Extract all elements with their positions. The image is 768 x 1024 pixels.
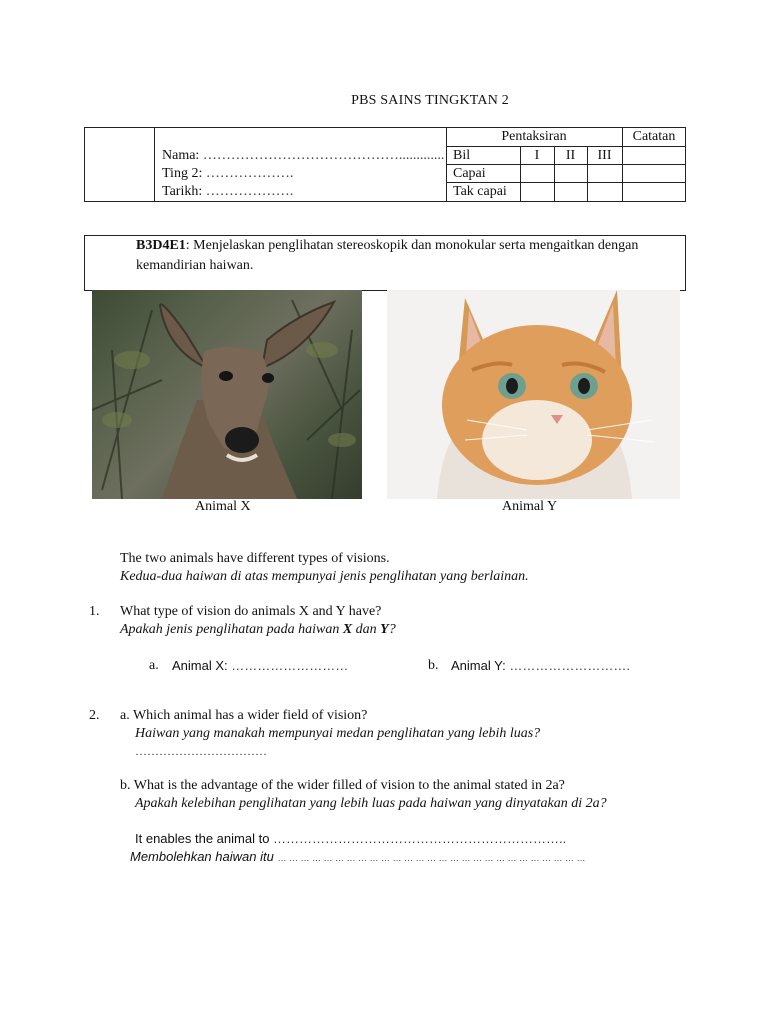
q2b-english-blank[interactable]: ………………………………………………………….. — [273, 831, 567, 846]
intro-malay: Kedua-dua haiwan di atas mempunyai jenis penglihatan yang berlainan. — [120, 569, 529, 584]
q1-malay — [120, 621, 396, 639]
intro-english: The two animals have different types of visions. — [120, 551, 390, 566]
objective-text: : Menjelaskan penglihatan stereoskopik dan monokular serta mengaitkan dengan kemandirian haiwan. — [136, 238, 639, 273]
deer-illustration — [92, 290, 362, 499]
q1-malay-y: Y — [380, 622, 389, 637]
learning-objective-box — [84, 235, 686, 290]
q2b-english-prompt: It enables the animal to — [135, 831, 270, 846]
learning-objective — [136, 236, 681, 276]
q2-number: 2. — [89, 708, 100, 723]
q1-malay-end: ? — [388, 622, 396, 637]
kitten-photo — [387, 290, 680, 499]
ting-label: Ting 2: — [162, 166, 203, 181]
q1b-label: b. — [428, 658, 439, 673]
col-iii: III — [597, 148, 612, 163]
q1-malay-mid: dan — [352, 622, 381, 637]
q2b-malay: Apakah kelebihan penglihatan yang lebih luas pada haiwan yang dinyatakan di 2a? — [135, 796, 607, 811]
q1-number: 1. — [89, 604, 100, 619]
q1a-blank[interactable]: ……………………… — [231, 658, 349, 673]
tarikh-row — [162, 183, 293, 201]
tarikh-blank[interactable]: ………………. — [205, 184, 294, 199]
ting-row — [162, 165, 293, 183]
bil-label: Bil — [453, 148, 471, 163]
deer-photo — [92, 290, 362, 499]
page-title: PBS SAINS TINGKTAN 2 — [351, 93, 509, 108]
q2b-malay-prompt: Membolehkan haiwan itu — [130, 849, 274, 864]
q2b-english: b. What is the advantage of the wider filled of vision to the animal stated in 2a? — [120, 778, 565, 793]
q2b-malay-blank[interactable]: … … … … … … … … … … … … … … … … … … … … … … … … … … … — [277, 853, 586, 863]
kitten-illustration — [387, 290, 680, 499]
pentaksiran-header: Pentaksiran — [501, 129, 567, 144]
catatan-header: Catatan — [632, 129, 676, 144]
col-ii: II — [565, 148, 576, 163]
nama-row — [162, 147, 444, 165]
objective-code: B3D4E1 — [136, 238, 186, 253]
q2b-english-answer — [135, 830, 566, 848]
tak-capai-label: Tak capai — [453, 184, 507, 199]
q2a-blank[interactable]: …………………………… — [135, 744, 267, 758]
animal-x-caption: Animal X — [195, 499, 251, 514]
q1-english: What type of vision do animals X and Y have? — [120, 604, 382, 619]
q2a-malay: Haiwan yang manakah mempunyai medan penglihatan yang lebih luas? — [135, 726, 541, 741]
q1b-answer — [451, 657, 630, 675]
animal-y-caption: Animal Y — [502, 499, 558, 514]
q1b-blank[interactable]: ………………………. — [509, 658, 630, 673]
nama-blank[interactable]: ……………………………………............. — [202, 148, 445, 163]
box-border — [680, 290, 686, 291]
tarikh-label: Tarikh: — [162, 184, 203, 199]
capai-label: Capai — [453, 166, 486, 181]
q2b-malay-answer — [130, 848, 585, 867]
student-info-table — [84, 127, 686, 202]
nama-label: Nama: — [162, 148, 200, 163]
q1-malay-start: Apakah jenis penglihatan pada haiwan — [120, 622, 343, 637]
q1-malay-x: X — [342, 622, 353, 637]
ting-blank[interactable]: ………………. — [205, 166, 294, 181]
q1a-answer — [172, 657, 348, 675]
table-divider — [154, 128, 155, 201]
col-i: I — [534, 148, 540, 163]
q1a-label: a. — [149, 658, 159, 673]
q2a-english: a. Which animal has a wider field of vision? — [120, 708, 368, 723]
q1a-text: Animal X: — [172, 658, 228, 673]
q1b-text: Animal Y: — [451, 658, 506, 673]
